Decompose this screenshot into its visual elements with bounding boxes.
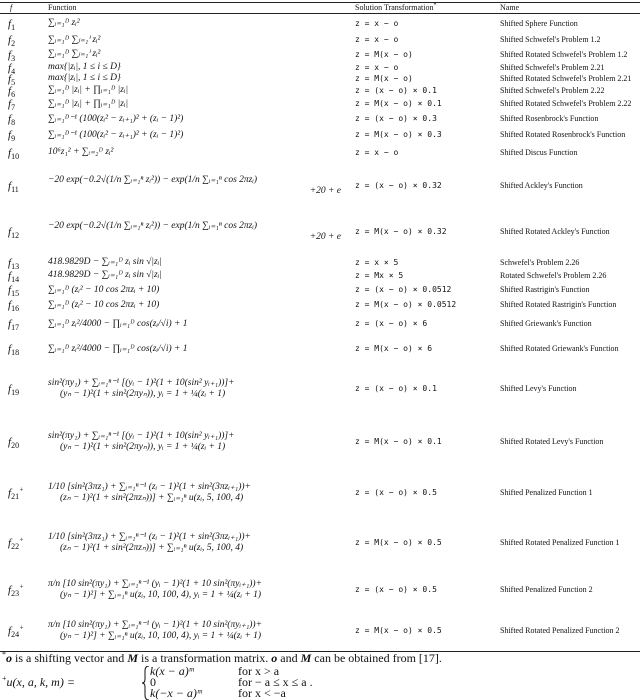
function-name: Shifted Rotated Griewank's Function — [500, 344, 619, 353]
function-name: Shifted Schwefel's Problem 1.2 — [500, 35, 601, 44]
function-symbol: f — [8, 61, 12, 74]
function-symbol: f — [8, 129, 12, 141]
function-symbol: f — [8, 146, 12, 159]
function-index: 8 — [11, 118, 16, 128]
function-index: 12 — [11, 231, 20, 241]
function-symbol: f — [8, 284, 12, 296]
function-index: 1 — [11, 22, 16, 32]
function-name: Shifted Penalized Function 1 — [500, 488, 593, 497]
function-symbol: f — [8, 179, 12, 192]
function-symbol: f — [8, 72, 12, 85]
function-name: Shifted Rastrigin's Function — [500, 285, 590, 294]
function-symbol: f — [8, 17, 12, 30]
function-name: Schwefel's Problem 2.26 — [500, 257, 580, 267]
function-mark: + — [19, 485, 24, 494]
function-symbol: f — [8, 436, 12, 448]
solution-transformation: z = M(x − o) × 0.3 — [355, 130, 442, 139]
formula-line: ∑ᵢ₌₁ᴰ⁻¹ (100(zᵢ² − zᵢ₊₁)² + (zᵢ − 1)²) — [48, 129, 184, 140]
function-index: 5 — [11, 77, 16, 87]
solution-transformation: z = (x − o) × 0.0512 — [355, 285, 452, 294]
function-index: 7 — [11, 103, 16, 113]
function-index: 17 — [11, 323, 20, 333]
function-name: Shifted Levy's Function — [500, 384, 577, 393]
formula-line: 10⁶z₁² + ∑ᵢ₌₂ᴰ zᵢ² — [48, 147, 114, 157]
formula-line: ∑ᵢ₌₁ᴰ ∑ⱼ₌₁ⁱ zᵢ² — [48, 49, 101, 59]
formula-line: (yₙ − 1)²(1 + sin²(2πyₙ)), yᵢ = 1 + ¼(zᵢ + 1) — [60, 442, 226, 452]
solution-transformation: z = (x − o) × 0.5 — [355, 585, 437, 594]
formula-line: (yₙ − 1)²] + ∑ᵢ₌₁ⁿ u(zᵢ, 10, 100, 4), yᵢ = 1 + ¼(zᵢ + 1) — [60, 590, 262, 600]
solution-transformation: z = (x − o) × 0.3 — [355, 114, 437, 123]
solution-transformation: z = M(x − o) × 0.5 — [355, 626, 442, 635]
function-name: Shifted Sphere Function — [500, 18, 578, 28]
solution-transformation: z = Mx × 5 — [355, 270, 404, 280]
footnote-star-mark: * — [2, 650, 6, 659]
cases-brace — [142, 666, 150, 700]
solution-transformation: z = (x − o) × 6 — [355, 319, 428, 328]
function-index: 6 — [11, 89, 16, 99]
function-symbol: f — [8, 226, 12, 238]
formula-line: π/n [10 sin²(πy₁) + ∑ᵢ₌₁ⁿ⁻¹ (yᵢ − 1)²(1 + 10 sin²(πyᵢ₊₁))+ — [48, 579, 263, 589]
solution-transformation: z = M(x − o) × 0.5 — [355, 538, 442, 547]
footnote-text: and — [277, 651, 301, 665]
function-symbol: f — [8, 299, 12, 311]
formula-line: ∑ᵢ₌₁ᴰ zᵢ²/4000 − ∏ᵢ₌₁ᴰ cos(zᵢ/√i) + 1 — [48, 318, 188, 329]
solution-transformation: z = M(x − o) × 0.0512 — [355, 300, 457, 309]
formula-line: (yₙ − 1)²] + ∑ᵢ₌₁ⁿ u(zᵢ, 10, 100, 4), yᵢ = 1 + ¼(zᵢ + 1) — [60, 631, 262, 641]
formula-line: +20 + e — [309, 185, 341, 196]
function-mark: + — [19, 623, 24, 632]
function-symbol: f — [8, 113, 12, 125]
formula-line: ∑ᵢ₌₁ᴰ ∑ⱼ₌₁ⁱ zᵢ² — [48, 34, 101, 45]
formula-line: ∑ᵢ₌₁ᴰ |zᵢ| + ∏ᵢ₌₁ᴰ |zᵢ| — [48, 85, 129, 95]
header-name: Name — [500, 3, 520, 12]
function-name: Shifted Rotated Schwefel's Problem 2.22 — [500, 99, 632, 108]
function-index: 19 — [11, 388, 20, 398]
formula-line: max{|zᵢ|, 1 ≤ i ≤ D} — [48, 73, 121, 83]
function-mark: + — [19, 582, 24, 591]
function-symbol: f — [8, 269, 12, 282]
solution-transformation: z = (x − o) × 0.32 — [355, 180, 442, 190]
formula-line: π/n [10 sin²(πy₁) + ∑ᵢ₌₁ⁿ⁻¹ (yᵢ − 1)²(1 + 10 sin²(πyᵢ₊₁))+ — [48, 620, 263, 630]
function-index: 10 — [11, 151, 20, 161]
formula-line: 1/10 [sin²(3πz₁) + ∑ᵢ₌₁ⁿ⁻¹ (zᵢ − 1)²(1 + sin²(3πzᵢ₊₁))+ — [48, 532, 251, 542]
solution-transformation: z = M(x − o) × 0.32 — [355, 227, 447, 236]
formula-line: −20 exp(−0.2√(1/n ∑ᵢ₌₁ⁿ zᵢ²)) − exp(1/n ∑ᵢ₌₁ⁿ cos 2πzᵢ) — [48, 221, 258, 231]
formula-line: ∑ᵢ₌₁ᴰ |zᵢ| + ∏ᵢ₌₁ᴰ |zᵢ| — [48, 98, 129, 109]
footnote-o: o — [271, 651, 278, 665]
function-name: Rotated Schwefel's Problem 2.26 — [500, 270, 607, 280]
function-index: 2 — [11, 39, 16, 49]
formula-line: ∑ᵢ₌₁ᴰ⁻¹ (100(zᵢ² − zᵢ₊₁)² + (zᵢ − 1)²) — [48, 113, 184, 124]
footnote-M: M — [127, 651, 138, 665]
solution-transformation: z = x − o — [355, 62, 399, 72]
function-symbol: f — [8, 84, 12, 97]
formula-line: ∑ᵢ₌₁ᴰ zᵢ²/4000 − ∏ᵢ₌₁ᴰ cos(zᵢ/√i) + 1 — [48, 343, 188, 354]
function-symbol: f — [8, 383, 12, 395]
solution-transformation: z = (x − o) × 0.1 — [355, 384, 437, 393]
formula-line: 1/10 [sin²(3πz₁) + ∑ᵢ₌₁ⁿ⁻¹ (zᵢ − 1)²(1 + sin²(3πzᵢ₊₁))+ — [48, 482, 251, 492]
function-name: Shifted Discus Function — [500, 147, 578, 157]
footnote-o: o — [6, 651, 12, 665]
footnote-text: is a transformation matrix. — [137, 651, 272, 665]
function-index: 14 — [11, 274, 20, 284]
formula-line: max{|zᵢ|, 1 ≤ i ≤ D} — [48, 62, 121, 72]
function-name: Shifted Schwefel's Problem 2.21 — [500, 62, 605, 72]
function-name: Shifted Rotated Rosenbrock's Function — [500, 130, 626, 139]
header-function: Function — [48, 3, 77, 12]
function-index: 15 — [11, 289, 20, 299]
function-index: 9 — [11, 134, 16, 144]
function-name: Shifted Rotated Penalized Function 1 — [500, 538, 620, 547]
formula-line: (zₙ − 1)²(1 + sin²(2πzₙ))] + ∑ᵢ₌₁ⁿ u(zᵢ, 5, 100, 4) — [60, 543, 244, 553]
function-index: 11 — [11, 184, 19, 194]
function-name: Shifted Schwefel's Problem 2.22 — [500, 85, 605, 95]
formula-line: (yₙ − 1)²(1 + sin²(2πyₙ)), yᵢ = 1 + ¼(zᵢ + 1) — [60, 389, 226, 399]
formula-line: ∑ᵢ₌₁ᴰ zᵢ² — [48, 18, 80, 28]
solution-transformation: z = x × 5 — [355, 257, 399, 267]
header-transformation-label: Solution Transformation — [355, 3, 434, 12]
function-name: Shifted Penalized Function 2 — [500, 585, 593, 594]
function-index: 21 — [11, 492, 20, 502]
case-expr: k(−x − a)ᵐ — [150, 686, 202, 700]
footnote-plus-mark: + — [2, 674, 7, 683]
function-index: 4 — [11, 66, 16, 76]
function-name: Shifted Rotated Ackley's Function — [500, 227, 610, 236]
solution-transformation: z = (x − o) × 0.5 — [355, 488, 437, 497]
function-name: Shifted Ackley's Function — [500, 180, 583, 190]
formula-line: −20 exp(−0.2√(1/n ∑ᵢ₌₁ⁿ zᵢ²)) − exp(1/n ∑ᵢ₌₁ⁿ cos 2πzᵢ) — [48, 174, 258, 185]
function-index: 20 — [11, 441, 20, 451]
function-index: 24 — [11, 630, 20, 640]
function-symbol: f — [8, 48, 12, 61]
function-index: 13 — [11, 261, 20, 271]
function-symbol: f — [8, 625, 12, 637]
case-cond: for x < −a — [238, 686, 286, 700]
u-function-label: u(x, a, k, m) = — [6, 675, 75, 689]
u-definition — [2, 674, 75, 689]
function-mark: + — [19, 535, 24, 544]
function-symbol: f — [8, 537, 12, 549]
solution-transformation: z = x − o — [355, 35, 399, 44]
footnote-text: can be obtained from [17]. — [311, 651, 442, 665]
footnote-text: is a shifting vector and — [12, 651, 128, 665]
case-expr: 0 — [150, 675, 156, 689]
formula-line: 418.9829D − ∑ᵢ₌₁ᴰ zᵢ sin √|zᵢ| — [48, 257, 162, 267]
function-index: 18 — [11, 348, 20, 358]
solution-transformation: z = M(x − o) — [355, 73, 413, 83]
formula-line: ∑ᵢ₌₁ᴰ (zᵢ² − 10 cos 2πzᵢ + 10) — [48, 299, 160, 310]
function-name: Shifted Griewank's Function — [500, 319, 592, 328]
solution-transformation: z = M(x − o) × 0.1 — [355, 437, 442, 446]
formula-line: (zₙ − 1)²(1 + sin²(2πzₙ))] + ∑ᵢ₌₁ⁿ u(zᵢ, 5, 100, 4) — [60, 493, 244, 503]
formula-line: ∑ᵢ₌₁ᴰ (zᵢ² − 10 cos 2πzᵢ + 10) — [48, 284, 160, 295]
header-transformation-mark: * — [433, 2, 437, 9]
function-name: Shifted Rotated Penalized Function 2 — [500, 626, 620, 635]
function-index: 3 — [11, 53, 16, 63]
formula-line: 418.9829D − ∑ᵢ₌₁ᴰ zᵢ sin √|zᵢ| — [48, 270, 162, 280]
function-symbol: f — [8, 584, 12, 596]
formula-line: +20 + e — [309, 232, 341, 242]
solution-transformation: z = M(x − o) × 6 — [355, 344, 433, 353]
solution-transformation: z = M(x − o) × 0.1 — [355, 99, 442, 108]
function-symbol: f — [8, 98, 12, 110]
function-index: 22 — [11, 542, 20, 552]
formula-line: sin²(πy₁) + ∑ᵢ₌₁ⁿ⁻¹ [(yᵢ − 1)²(1 + 10(sin² yᵢ₊₁))]+ — [48, 431, 235, 441]
function-symbol: f — [8, 343, 12, 355]
solution-transformation: z = x − o — [355, 147, 399, 157]
function-index: 23 — [11, 589, 20, 599]
footnote-M: M — [300, 651, 312, 665]
formula-line: sin²(πy₁) + ∑ᵢ₌₁ⁿ⁻¹ [(yᵢ − 1)²(1 + 10(sin² yᵢ₊₁))]+ — [48, 378, 235, 388]
function-name: Shifted Rosenbrock's Function — [500, 114, 599, 123]
solution-transformation: z = M(x − o) — [355, 49, 413, 59]
solution-transformation: z = x − o — [355, 18, 399, 28]
case-expr: k(x − a)ᵐ — [150, 664, 194, 678]
function-name: Shifted Rotated Schwefel's Problem 2.21 — [500, 73, 632, 83]
case-cond: for − a ≤ x ≤ a . — [238, 675, 313, 689]
function-symbol: f — [8, 318, 12, 330]
function-index: 16 — [11, 304, 20, 314]
solution-transformation: z = (x − o) × 0.1 — [355, 85, 437, 95]
function-symbol: f — [8, 34, 12, 46]
case-cond: for x > a — [238, 664, 280, 678]
function-symbol: f — [8, 256, 12, 269]
header-f: f — [10, 3, 13, 12]
function-name: Shifted Rotated Schwefel's Problem 1.2 — [500, 49, 628, 59]
function-name: Shifted Rotated Levy's Function — [500, 437, 604, 446]
function-symbol: f — [8, 487, 12, 499]
function-name: Shifted Rotated Rastrigin's Function — [500, 300, 617, 309]
